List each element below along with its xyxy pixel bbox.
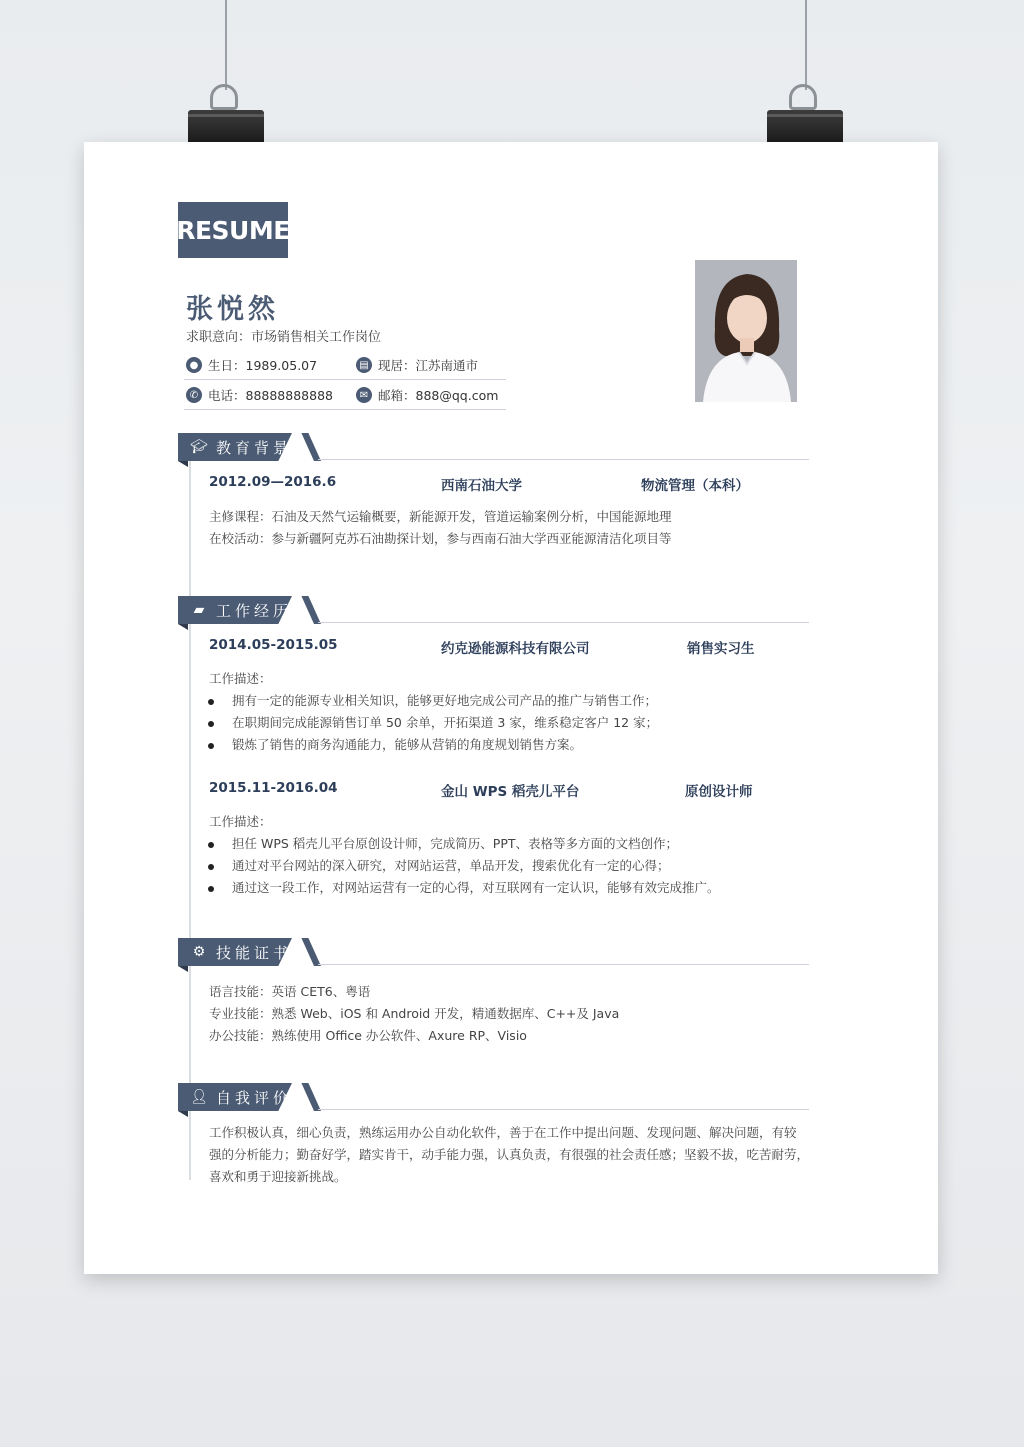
self-eval-line: 工作积极认真，细心负责，熟练运用办公自动化软件，善于在工作中提出问题、发现问题、解决问题，有较 [209, 1125, 797, 1140]
skill-office: 办公技能：熟练使用 Office 办公软件、Axure RP、Visio [209, 1028, 527, 1043]
info-row-2 [184, 381, 506, 410]
job-1-role: 销售实习生 [687, 641, 755, 657]
user-icon: ● [186, 357, 202, 373]
skill-professional: 专业技能：熟悉 Web、iOS 和 Android 开发，精通数据库、C++及 Java [209, 1006, 620, 1021]
candidate-name: 张悦然 [186, 294, 279, 325]
education-period: 2012.09—2016.6 [209, 474, 337, 490]
job-intent: 求职意向：市场销售相关工作岗位 [186, 330, 382, 345]
section-header-self-eval [178, 1083, 809, 1111]
job-1-bullet: 锻炼了销售的商务沟通能力，能够从营销的角度规划销售方案。 [208, 735, 582, 753]
section-header-skills [178, 938, 809, 966]
briefcase-icon: ▰ [193, 602, 205, 618]
section-header-education [178, 433, 809, 461]
gear-icon: ⚙ [192, 944, 206, 960]
timeline-line [189, 458, 191, 1180]
self-eval-line: 强的分析能力；勤奋好学，踏实肯干，动手能力强，认真负责，有很强的社会责任感；坚毅不拔，吃苦耐劳， [209, 1147, 810, 1162]
info-row-1 [184, 351, 506, 380]
job-2-bullet: 担任 WPS 稻壳儿平台原创设计师，完成简历、PPT、表格等多方面的文档创作； [208, 834, 678, 852]
job-2-company: 金山 WPS 稻壳儿平台 [441, 784, 580, 800]
education-major: 物流管理（本科） [641, 478, 749, 494]
job-1-company: 约克逊能源科技有限公司 [441, 641, 590, 657]
self-eval-line: 喜欢和勇于迎接新挑战。 [209, 1169, 347, 1184]
job-2-period: 2015.11-2016.04 [209, 780, 338, 796]
section-title-self-eval: 自我评价 [216, 1089, 293, 1107]
birth-date: 生日：1989.05.07 [208, 358, 318, 373]
mail-icon: ✉ [356, 387, 372, 403]
education-courses: 主修课程：石油及天然气运输概要，新能源开发，管道运输案例分析，中国能源地理 [209, 509, 672, 524]
current-location: 现居：江苏南通市 [378, 358, 479, 373]
job-1-bullet: 拥有一定的能源专业相关知识，能够更好地完成公司产品的推广与销售工作； [208, 691, 657, 709]
job-2-desc-label: 工作描述： [209, 814, 272, 829]
job-2-bullet: 通过这一段工作，对网站运营有一定的心得，对互联网有一定认识，能够有效完成推广。 [208, 878, 720, 896]
hanging-wire-right [805, 0, 807, 90]
education-activities: 在校活动：参与新疆阿克苏石油勘探计划，参与西南石油大学西亚能源清洁化项目等 [209, 531, 672, 546]
section-title-education: 教育背景 [216, 439, 293, 457]
building-icon: ▤ [356, 357, 372, 373]
person-icon: 👤︎ [190, 1089, 208, 1105]
job-1-period: 2014.05-2015.05 [209, 637, 338, 653]
resume-label: RESUME [178, 202, 288, 258]
job-2-bullet: 通过对平台网站的深入研究，对网站运营，单品开发，搜索优化有一定的心得； [208, 856, 670, 874]
job-1-bullet: 在职期间完成能源销售订单 50 余单，开拓渠道 3 家，维系稳定客户 12 家； [208, 713, 658, 731]
skill-language: 语言技能：英语 CET6、粤语 [209, 984, 371, 999]
education-school: 西南石油大学 [441, 478, 522, 494]
email-address: 邮箱：888@qq.com [378, 388, 499, 403]
profile-photo [695, 260, 797, 402]
graduation-cap-icon: 🎓︎ [190, 439, 208, 455]
section-title-work: 工作经历 [216, 602, 293, 620]
phone-icon: ✆ [186, 387, 202, 403]
hanging-wire-left [225, 0, 227, 90]
job-1-desc-label: 工作描述： [209, 671, 272, 686]
section-header-work [178, 596, 809, 624]
section-title-skills: 技能证书 [216, 944, 293, 962]
phone-number: 电话：88888888888 [208, 388, 333, 403]
job-2-role: 原创设计师 [685, 784, 753, 800]
